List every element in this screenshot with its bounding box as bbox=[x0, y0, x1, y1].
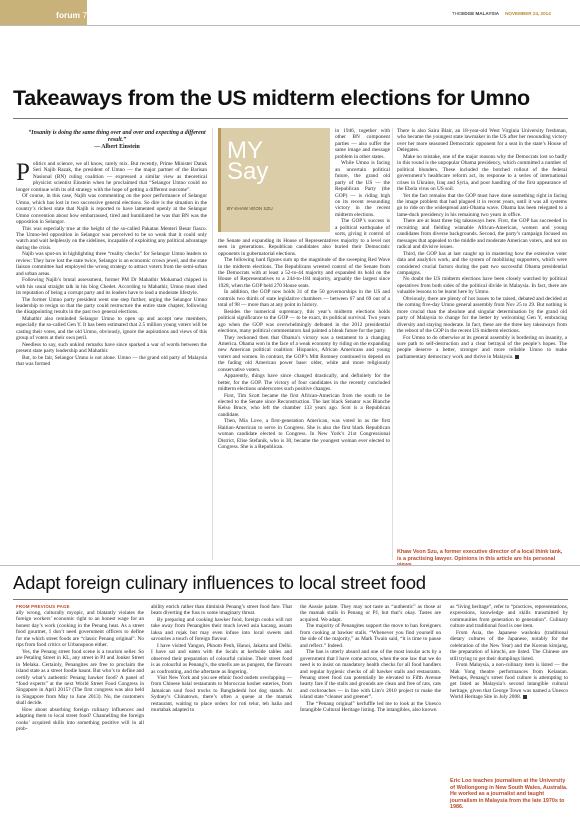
paragraph: The majority of Penangites support the move to ban foreigners from cooking at hawker stalls. “Whenever you find yourself on the side of the majority,” as Mark Twain said, “it is time to pause and reflect.” Indeed. bbox=[300, 623, 441, 649]
paragraph: Needless to say, such unkind remarks have since sparked a war of words between the present state party leadership and Mahathir. bbox=[16, 341, 207, 355]
pull-quote-author: — Albert Einstein bbox=[94, 144, 140, 150]
logo-spacer bbox=[218, 128, 335, 235]
paragraph: The “Penang original” kerfuffle led me to look at the Unesco Intangible Cultural Heritage listing. The intangibles, also known bbox=[300, 700, 441, 714]
paragraph: While Umno is facing an uncertain political future, the grand old party of the US — the Republican Party (the GOP) — is riding high on its recent resounding victory in the recent midterm elections. bbox=[335, 160, 390, 218]
column-divider bbox=[212, 128, 213, 560]
story2-column-1 bbox=[16, 610, 144, 733]
end-mark-icon bbox=[523, 695, 527, 699]
publication-name: EDGE MALAYSIA bbox=[461, 11, 500, 16]
section-label bbox=[56, 10, 92, 20]
paragraph: By preparing and cooking hawker food, foreign cooks will not take away from Penangites their much loved asia kacang, assam laksa and rojak but may even infuse into local sweets and savouries a touch of foreign flavour. bbox=[151, 616, 292, 643]
paragraph: Of course, in this case, Najib was commenting on the poor performance of Selangor Umno, which has lost in two successive general elections. So dire is the situation in the country’s richest state that Najib is reported to have lamented openly at the Selangor Umno convention about how embarrassed, tired and humiliated he was that BN was the opposition in Selangor. bbox=[16, 193, 207, 226]
paragraph: Third, the GOP has at last caught up in mastering how the extensive voter data and analytics work, and the system of mobilising supporters, which were considered crucial factors during the past two successful Obama presidential campaigns. bbox=[397, 250, 567, 276]
paragraph: The GOP’s success is a political earthquake of sorts, giving it control of the Senate and expanding its House of Representatives majority to a level not seen in generations. Republican candidates also buried their Democratic opponents in gubernatorial elections. bbox=[218, 218, 390, 257]
page-number: 74 bbox=[82, 10, 92, 20]
story2-column-3 bbox=[300, 604, 441, 714]
paragraph: This was especially true at the height of the so-called Pakatan Menteri Besar fiasco. The Umno-led opposition in Selangor was perceived to be so weak that it could only watch and wait helplessly on the sidelines, incapable of exploiting any political advantage during the crisis. bbox=[16, 225, 207, 251]
paragraph: There is also Saira Blair, an 18-year-old West Virginia University freshman, who became the youngest state lawmaker in the US after her resounding victory over her more seasoned Democratic opponent for a seat in the state’s House of Delegates. bbox=[397, 128, 567, 154]
paragraph: Visit New York and you see ethnic food outlets overlapping — from Chinese halal restaurants to Moroccan kosher eateries, from Jamaican soul food trucks to Bangladeshi hot dog stands. At Sydney’s Chinatown, there’s often a queue at the mamak restaurant, waiting to place orders for roti telur, teh halia and murtabak adapted to bbox=[151, 674, 292, 714]
column-logo-say: Say bbox=[227, 158, 269, 185]
paragraph: ally wrong, culturally myopic, and blatantly violates the foreign workers’ economic right to an honest wage for an honest day’s work (cooking in the Penang heat. As a street food gourmet, I don’t need government officers to define for me which street foods are “classic Penang original”. No tips from food critics or Urbanspoon either. bbox=[16, 610, 144, 649]
continued-from-label: FROM PREVIOUS PAGE bbox=[16, 604, 70, 609]
column-logo-my: MY bbox=[227, 137, 263, 164]
byline: BY KHAW VEON SZU bbox=[227, 206, 273, 211]
paragraph: as “living heritage”, refer to “practices, representations, expressions, knowledge and skills transmitted by communities from generation to generation”. Culinary culture and traditional food is one item. bbox=[450, 604, 568, 630]
paragraph: For Umno to do otherwise at its general assembly is bordering on insanity, a sure path to self-destruction and a clear betrayal of the people’s hopes. The people deserve a better, stronger and more reliable Umno to make parliamentary democracy work and thrive in Malaysia. bbox=[397, 334, 567, 360]
paragraph: The former Umno party president went one step further, urging the Selangor Umno leadership to resign so that the party could restructure the entire state chapter, following the disappointing results in the past two general elections. bbox=[16, 296, 207, 316]
publication-prefix: THE bbox=[452, 11, 462, 16]
paragraph: Apparently, things have since changed drastically, and definitely for the better, for the GOP. The victory of four candidates in the recently concluded midterm elections underscores such positive changes. bbox=[218, 373, 390, 393]
story1-headline: Takeaways from the US midterm elections for Umno bbox=[13, 86, 530, 110]
story1-column-1 bbox=[16, 161, 207, 368]
author-note: Eric Loo teaches journalism at the University of Wollongong in New South Wales, Australia. He worked as a journalist and taught journalism in Malaysia from the late 1970s to 1986. bbox=[450, 778, 568, 811]
end-mark-icon bbox=[515, 355, 519, 359]
paragraph: How about absorbing foreign culinary influences and adapting them to local street food? Channelling the foreign cooks’ acquired skills into something positive will in all prob- bbox=[16, 706, 144, 733]
paragraph: From Asia, the Japanese washoku (traditional dietary cultures of the Japanese, notably for the celebration of the New Year) and the Korean kimjang, the preparation of kimchi, are listed. The Chinese are still trying to get their dumplings listed. bbox=[450, 629, 568, 662]
pull-quote bbox=[26, 130, 208, 151]
paragraph: Obviously, there are plenty of hot issues to be raised, debated and decided at the coming five-day Umno general assembly from Nov 25 to 29. But nothing is more crucial than the absolute and singular determination by the grand old party of Malaysia to change for the better by welcoming Gen Y, embracing diversity and staying moderate. In fact, these are the three key takeaways from the reboot of the GOP in the recent US midterm elections. bbox=[397, 295, 567, 335]
story1-column-2 bbox=[218, 128, 390, 451]
paragraph: In addition, the GOP now holds 31 of the 50 governorships in the US and controls two thirds of state legislative chambers — between 67 and 69 out of a total of 98 — more than at any point in history. bbox=[218, 289, 390, 309]
paragraph: I have visited Yangon, Phnom Penh, Hanoi, Jakarta and Delhi. I have sat and eaten with the locals at kerbside tables and observed their preparation of colourful cuisine. Their street food is as colourful as Penang’s, the smells are as pungent, the flavours as confronting, and the aftertaste as lingering. bbox=[151, 642, 292, 675]
header-divider bbox=[0, 25, 580, 26]
column-divider bbox=[392, 128, 393, 560]
paragraph: Yet the fact remains that the GOP must have done something right in facing the image problem that had plagued it in recent years, until it was all systems go to ride on the widespread anti-Obama wave. Obama has been relegated to a lame-duck presidency in his remaining two years in office. bbox=[397, 192, 567, 218]
paragraph: Besides the numerical supremacy, this year’s midterm elections holds political significance to the GOP — to be exact, its political survival. Two years ago when the GOP was overwhelmingly defeated in the 2012 presidential elections, many political commentators had painted a bleak future for the party. bbox=[218, 308, 390, 335]
paragraph: The following hard figures sum up the magnitude of the sweeping Red Wave in the midterm elections. The Republicans wrested control of the Senate from the Democrats with at least a 52-to-44 majority and expanded its hold on the House of Representatives to a 244-to-184 majority, arguably the largest since 1928, when the GOP held 270 House seats. bbox=[218, 257, 390, 289]
paragraph: Politics and science, we all know, rarely mix. But recently, Prime Minister Datuk Seri Najib Razak, the president of Umno — the major partner of the Barisan Nasional (BN) ruling coalition — expressed a similar view as theoretical physicist scientist Einstein when he proclaimed that “Selangor Umno could no longer continue with its old strategy with the hope of getting a different outcome”. bbox=[16, 159, 207, 193]
section-name: forum bbox=[56, 10, 81, 20]
publication-line bbox=[452, 11, 551, 16]
paragraph: Following Najib’s brutal assessment, former PM Dr Mahathir Mohamad chipped in with his usual straight talk in his blog Chedet. According to Mahathir, Umno must shed its reputation of being a corrupt party and its leaders have to lead a moderate lifestyle. bbox=[16, 277, 207, 297]
paragraph: Mahathir also reminded Selangor Umno to open up and accept new members, especially the so-called Gen Y. It has been estimated that 2.5 million young voters will be casting their votes, and the old Umno, obviously, ignore the aspirations and views of this group of voters at their own peril. bbox=[16, 315, 207, 342]
issue-date: NOVEMBER 24, 2014 bbox=[505, 11, 551, 16]
story1-column-3 bbox=[397, 128, 567, 360]
paragraph: Yes, the Penang street food scene is a tourism seller. So are Petaling Street in KL, any street in PJ and Jonker Street in Melaka. Certainly, Penangites are free to proclaim the island state as a street foodie haunt. But who’s to define and certify what’s authentic Penang hawker food? A panel of “food experts” at the next World Street Food Congress in Singapore in April 2015? (The first congress was also held in Singapore from May to June 2013). No, the customers shall decide. bbox=[16, 648, 144, 707]
paragraph: ability enrich rather than diminish Penang’s street food fare. That beats diverting the fuss to some imaginary threat. bbox=[151, 604, 292, 617]
paragraph: There are at least three big takeaways here. First, the GOP has succeeded in recruiting and fielding winnable African-American, women and young candidates from diverse backgrounds. Second, the party’s campaign focused on messages that appealed to the middle and moderate American voters, and not on radical and divisive issues. bbox=[397, 218, 567, 251]
headline-rule bbox=[13, 599, 568, 600]
paragraph: No doubt the US midterm elections have been closely watched by political operatives from both sides of the political divide in Malaysia. In fact, there are valuable lessons to be learnt here by Umno. bbox=[397, 276, 567, 296]
story2-headline: Adapt foreign culinary influences to local street food bbox=[13, 572, 426, 593]
paragraph: Make no mistake, one of the major reasons why the Democrats lost so badly in this round is the unpopular Obama presidency, which committed a number of political blunders. These included the botched rollout of the federal government’s healthcare reform act, its response to a series of international crises in Ukraine, Iraq and Syria, and poor handling of the first appearance of the Ebola virus on US soil. bbox=[397, 153, 567, 193]
paragraph: in 1946, together with other BN component parties — also suffer the same image and message problem in other states. bbox=[335, 128, 390, 160]
paragraph: The ban is utterly absurd and one of the most insular acts by a government that I have come across, when the one law that we do need is to insist on mandatory health checks for all food handlers and regular hygienic checks of all hawker stalls and restaurants. Penang street food can potentially be elevated to Fifth Avenue hearty fare if the stalls and grounds are clean and free of rats, cats and cockroaches — in line with Lim’s 2010 project to make the island state “cleaner and greener”. bbox=[300, 649, 441, 701]
drop-cap: P bbox=[16, 159, 30, 186]
paragraph: Najib was spot-on in highlighting three “reality checks” for Selangor Umno leaders to review: They have lost the state twice, Selangor is an economic crown jewel, and the state liaison committee had employed the wrong strategy to attract voters from the semi-urban and urban areas. bbox=[16, 251, 207, 277]
headline-rule bbox=[13, 118, 568, 119]
paragraph: First, Tim Scott became the first African-American from the south to be elected to the Senate since Reconstruction. The last black Senator was Blanche Kelso Bruce, who left the chamber 133 years ago. Scot is a Republican candidate. bbox=[218, 392, 390, 418]
paragraph: From Malaysia, a non-culinary item is listed — the Mak Yong theatre performances from Kelantan. Perhaps, Penang’s street food culture is attempting to get listed as Malaysia’s second intangible cultural heritage, given that George Town was named a Unesco World Heritage Site in July 2008. bbox=[450, 662, 568, 701]
paragraph: But, to be fair, Selangor Umno is not alone. Umno — the grand old party of Malaysia that was formed bbox=[16, 354, 207, 368]
story2-column-2 bbox=[151, 604, 292, 714]
paragraph: the Aussie palate. They may not taste as “authentic” as those at the mamak stalls in Penang or PJ, but that’s okay. Tastes are acquired. We adapt. bbox=[300, 604, 441, 623]
paragraph: They reckoned then that Obama’s victory was a testament to a changing America. Obama won in the face of a weak economy by riding on the expanding new American political coalition: Hispanics, African Americans and young voters and women. In contrast, the GOP’s Mitt Romney continued to depend on the fading old American power base: older, white and more religiously conservative voters. bbox=[218, 334, 390, 373]
story2-column-4 bbox=[450, 604, 568, 701]
pull-quote-text: “Insanity is doing the same thing over and over and expecting a different result.” bbox=[28, 130, 206, 143]
author-note: Khaw Veon Szu, a former executive director of a local think tank, is a practising lawyer. Opinions in this article are his personal bbox=[397, 549, 563, 562]
story-divider bbox=[0, 565, 580, 566]
paragraph: Then, Mia Love, a first-generation American, was voted in as the first Haitian-American to serve in Congress. She is also the first black Republican woman candidate elected to Congress. In New York’s 21st Congressional District, Elise Stefanik, who is 30, became the youngest woman ever elected to Congress. She is a Republican. bbox=[218, 418, 390, 451]
